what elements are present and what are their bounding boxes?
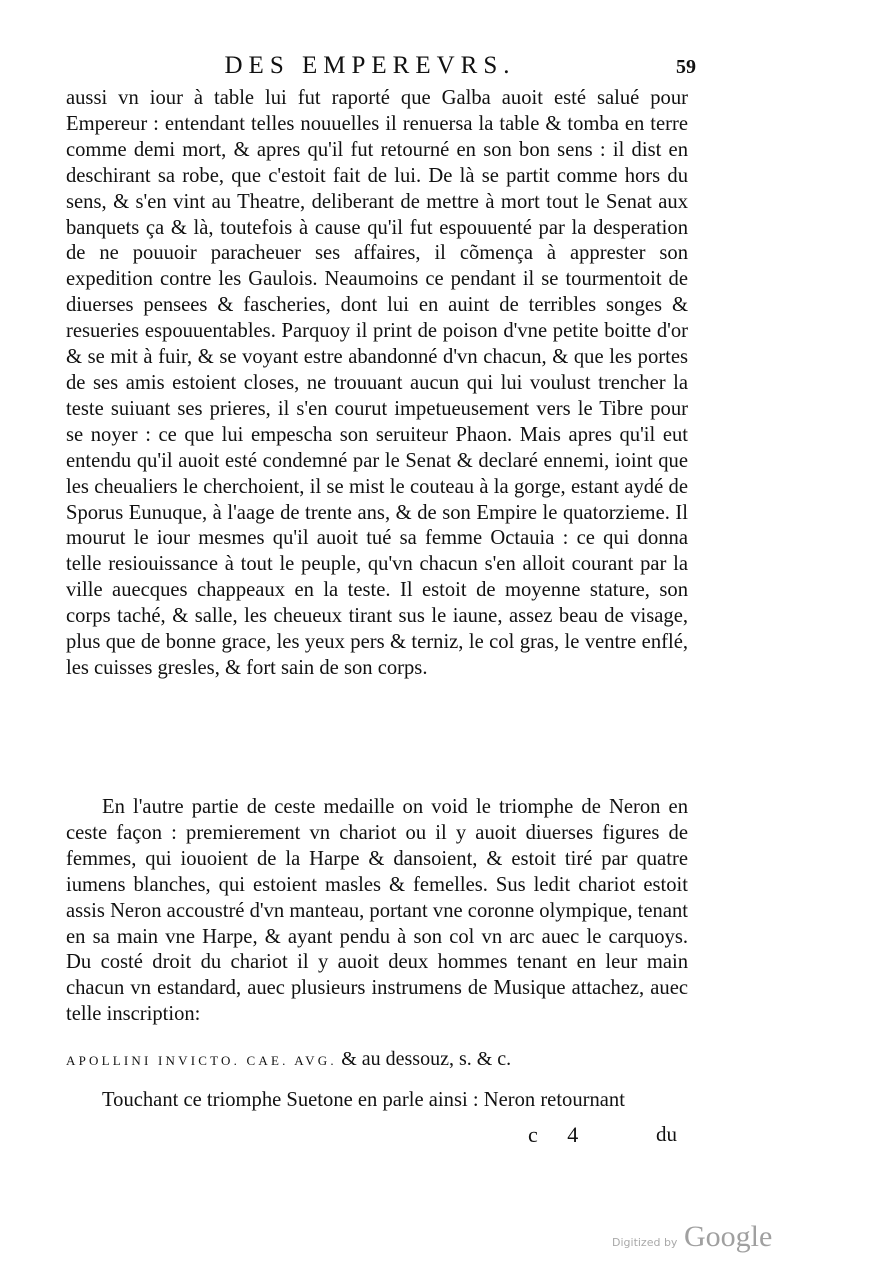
inscription-capitals: APOLLINI INVICTO. CAE. AVG. — [66, 1053, 337, 1068]
inscription-continuation: & au dessouz, s. & c. — [341, 1048, 512, 1070]
paragraph-suetone: Touchant ce triomphe Suetone en parle ainsi : Neron retournant — [102, 1089, 625, 1111]
page-number: 59 — [676, 56, 696, 78]
catchword: du — [656, 1122, 677, 1146]
paragraph-nero-death: aussi vn iour à table lui fut raporté que Galba auoit esté salué pour Empereur : entendant telles nouuelles il renuersa la table & tomba en terre comme demi mort, & apres qu'il fut retourné en son bon sens : il dist en deschirant sa robe, que c'estoit fait de lui. De là se partit comme hors du sens, & s'en vint au Theatre, deliberant de mettre à mort tout le Senat aux banquets ça & là, toutefois à cause qu'il fut espouuenté par la desperation de ne pouuoir paracheuer ses affaires, il cõmença à apprester son expedition contre les Gaulois. Neaumoins ce pendant il se tourmentoit de diuerses pensees & fascheries, dont lui en auint de terribles songes & resueries espouuentables. Parquoy il print de poison d'vne petite boitte d'or & se mit à fuir, & se voyant estre abandonné d'vn chacun, & que les portes de ses amis estoient closes, ne trouuant aucun qui lui voulust trencher la teste suiuant ses prieres, il s'en courut impetueusement vers le Tibre pour se noyer : ce que lui empescha son seruiteur Phaon. Mais apres qu'il eut entendu qu'il auoit esté condemné par le Senat & declaré ennemi, ioint que les cheualiers le cherchoient, il se mist le couteau à la gorge, estant aydé de Sporus Eunuque, à l'aage de trente ans, & de son Empire le quatorzieme. Il mourut le iour mesmes qu'il auoit tué sa femme Octauia : ce qui donna telle resiouissance à tout le peuple, qu'vn chacun s'en alloit courant par la ville auecques chappeaux en la teste. Il estoit de moyenne stature, son corps taché, & salle, les cheueux tirant sus le iaune, assez beau de visage, plus que de bonne grace, les yeux pers & terniz, le col gras, le ventre enflé, les cuisses gresles, & fort sain de son corps. — [66, 87, 688, 679]
google-logo: Google — [684, 1220, 773, 1253]
paragraph-triumph-description: En l'autre partie de ceste medaille on void le triomphe de Neron en ceste façon : premierement vn chariot ou il y auoit diuerses figures de femmes, qui iouoient de la Harpe & dansoient, & estoit tiré par quatre iumens blanches, qui estoient masles & femelles. Sus ledit chariot estoit assis Neron accoustré d'vn manteau, portant vne coronne olympique, tenant en sa main vne Harpe, & ayant pendu à son col vn arc auec le carquoys. Du costé droit du chariot il y auoit deux hommes tenant en leur main chacun vn estandard, auec plusieurs instrumens de Musique attachez, auec telle inscription: — [66, 796, 688, 1026]
medal-inscription — [66, 1048, 688, 1071]
digitized-watermark — [612, 1220, 812, 1260]
running-title: DES EMPEREVRS. — [224, 52, 516, 79]
watermark-prefix: Digitized by — [612, 1236, 678, 1249]
signature-mark: c 4 — [528, 1122, 591, 1147]
